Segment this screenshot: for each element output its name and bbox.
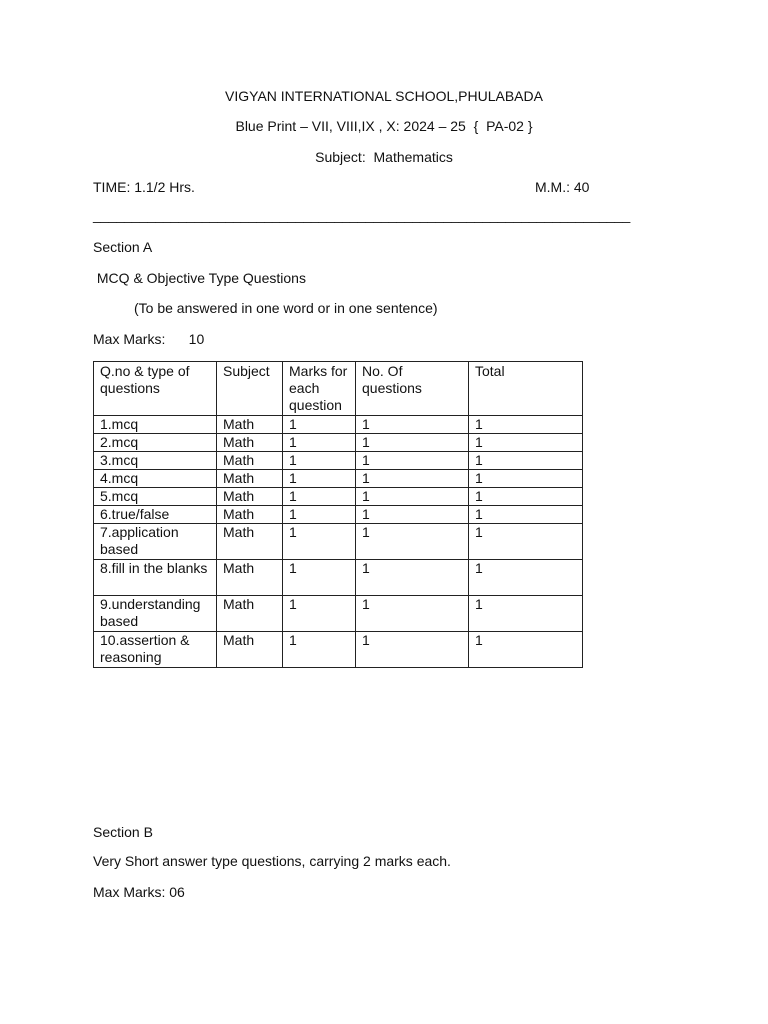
cell-marks: 1: [283, 560, 356, 596]
table-row: [94, 524, 583, 560]
time-label: TIME: 1.1/2 Hrs.: [93, 179, 195, 195]
cell-marks: 1: [283, 524, 356, 560]
cell-total: 1: [469, 434, 583, 452]
cell-count: 1: [356, 560, 469, 596]
table-row: [94, 416, 583, 434]
section-a-title: Section A: [93, 239, 153, 255]
cell-count: 1: [356, 488, 469, 506]
table-header-row: [94, 362, 583, 416]
cell-subject: Math: [217, 506, 283, 524]
cell-marks: 1: [283, 632, 356, 668]
cell-total: 1: [469, 416, 583, 434]
table-row: [94, 470, 583, 488]
subject-line: Subject: Mathematics: [315, 149, 453, 165]
cell-marks: 1: [283, 452, 356, 470]
section-b-description: Very Short answer type questions, carrying 2 marks each.: [93, 853, 451, 869]
cell-qno: 5.mcq: [94, 488, 217, 506]
cell-count: 1: [356, 452, 469, 470]
school-name: VIGYAN INTERNATIONAL SCHOOL,PHULABADA: [225, 88, 543, 104]
table-row: [94, 596, 583, 632]
cell-qno: 1.mcq: [94, 416, 217, 434]
section-b-title: Section B: [93, 824, 153, 840]
header-qno: Q.no & type of questions: [94, 362, 217, 416]
cell-subject: Math: [217, 524, 283, 560]
cell-total: 1: [469, 632, 583, 668]
cell-subject: Math: [217, 560, 283, 596]
divider-line: _____________________________________________________________________: [93, 207, 631, 223]
cell-total: 1: [469, 524, 583, 560]
header-subject: Subject: [217, 362, 283, 416]
cell-count: 1: [356, 470, 469, 488]
section-a-subtitle: MCQ & Objective Type Questions: [93, 270, 306, 286]
cell-marks: 1: [283, 470, 356, 488]
blueprint-title: Blue Print – VII, VIII,IX , X: 2024 – 25 { PA-02 }: [235, 118, 533, 134]
header-num-questions: No. Of questions: [356, 362, 469, 416]
cell-marks: 1: [283, 434, 356, 452]
table-row: [94, 452, 583, 470]
table-row: [94, 560, 583, 596]
cell-subject: Math: [217, 416, 283, 434]
cell-subject: Math: [217, 470, 283, 488]
cell-qno: 9.understanding based: [94, 596, 217, 632]
cell-qno: 4.mcq: [94, 470, 217, 488]
cell-subject: Math: [217, 434, 283, 452]
header-marks-each: Marks for each question: [283, 362, 356, 416]
header-total: Total: [469, 362, 583, 416]
cell-total: 1: [469, 596, 583, 632]
cell-subject: Math: [217, 632, 283, 668]
cell-subject: Math: [217, 452, 283, 470]
cell-marks: 1: [283, 488, 356, 506]
cell-total: 1: [469, 452, 583, 470]
cell-qno: 10.assertion & reasoning: [94, 632, 217, 668]
cell-count: 1: [356, 416, 469, 434]
cell-marks: 1: [283, 416, 356, 434]
cell-qno: 7.application based: [94, 524, 217, 560]
cell-count: 1: [356, 506, 469, 524]
cell-qno: 3.mcq: [94, 452, 217, 470]
table-row: [94, 506, 583, 524]
cell-qno: 6.true/false: [94, 506, 217, 524]
table-row: [94, 434, 583, 452]
cell-total: 1: [469, 470, 583, 488]
cell-total: 1: [469, 488, 583, 506]
cell-count: 1: [356, 524, 469, 560]
cell-qno: 8.fill in the blanks: [94, 560, 217, 596]
cell-count: 1: [356, 632, 469, 668]
cell-qno: 2.mcq: [94, 434, 217, 452]
cell-count: 1: [356, 596, 469, 632]
cell-total: 1: [469, 506, 583, 524]
cell-subject: Math: [217, 488, 283, 506]
section-a-instruction: (To be answered in one word or in one sentence): [134, 300, 438, 316]
cell-subject: Math: [217, 596, 283, 632]
table-row: [94, 632, 583, 668]
cell-total: 1: [469, 560, 583, 596]
cell-marks: 1: [283, 506, 356, 524]
section-a-max-marks: Max Marks: 10: [93, 331, 205, 347]
cell-marks: 1: [283, 596, 356, 632]
max-marks-total: M.M.: 40: [535, 179, 590, 195]
table-row: [94, 488, 583, 506]
cell-count: 1: [356, 434, 469, 452]
blueprint-table: [93, 361, 583, 668]
section-b-max-marks: Max Marks: 06: [93, 884, 185, 900]
